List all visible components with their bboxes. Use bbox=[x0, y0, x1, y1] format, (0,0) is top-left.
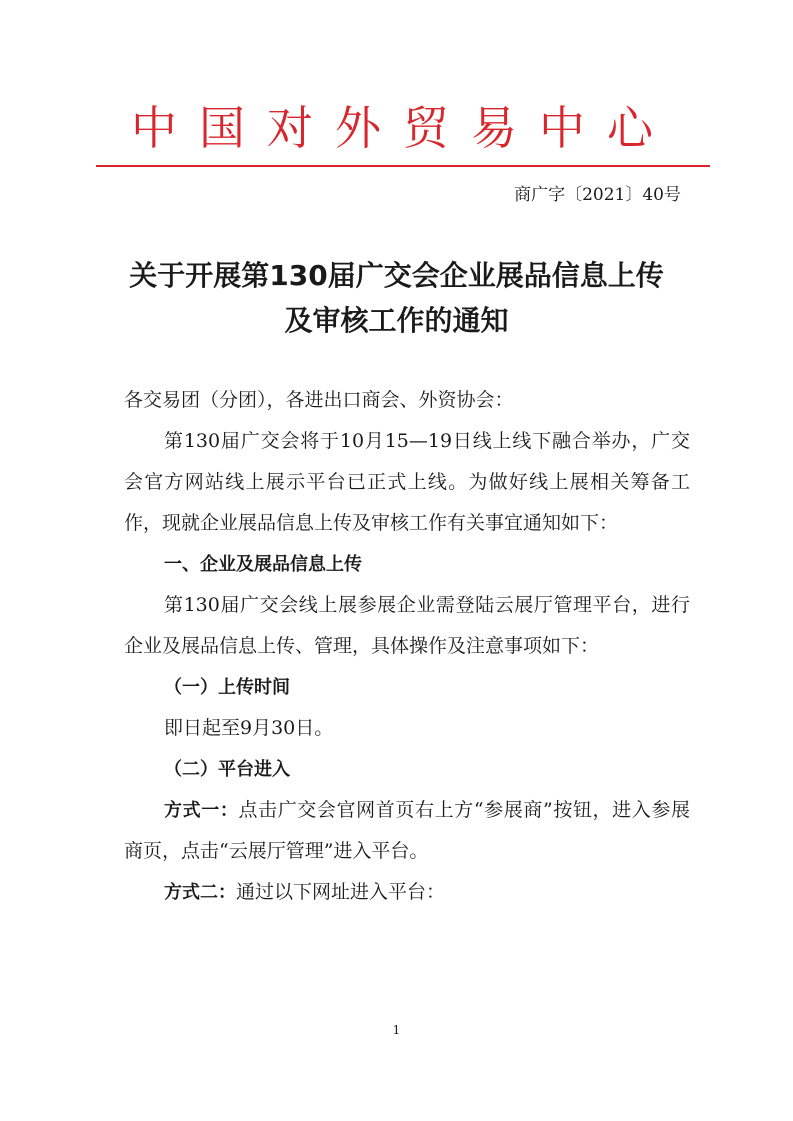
section-1-paragraph: 第130届广交会线上展参展企业需登陆云展厅管理平台，进行企业及展品信息上传、管理，具体操作及注意事项如下： bbox=[124, 594, 690, 657]
page-number: 1 bbox=[392, 1023, 401, 1037]
masthead-red-rule bbox=[96, 165, 710, 167]
document-title bbox=[80, 253, 713, 343]
salutation: 各交易团（分团），各进出口商会、外资协会： bbox=[124, 389, 514, 411]
subsection-1-heading: （一）上传时间 bbox=[164, 677, 290, 698]
method-1-paragraph bbox=[124, 790, 690, 872]
intro-paragraph: 第130届广交会将于10月15—19日线上线下融合举办，广交会官方网站线上展示平台已正式上线。为做好线上展相关筹备工作，现就企业展品信息上传及审核工作有关事宜通知如下： bbox=[124, 430, 690, 534]
method-2-lead: 方式二： bbox=[164, 882, 236, 903]
section-1-heading: 一、企业及展品信息上传 bbox=[164, 554, 362, 575]
subsection-2-heading: （二）平台进入 bbox=[164, 759, 290, 780]
document-body bbox=[124, 380, 690, 913]
method-2-text: 通过以下网址进入平台： bbox=[236, 881, 446, 903]
title-line-2: 及审核工作的通知 bbox=[284, 304, 509, 337]
method-1-lead: 方式一： bbox=[164, 800, 239, 821]
method-2-paragraph bbox=[124, 872, 690, 913]
document-number: 商广字〔2021〕40号 bbox=[514, 185, 681, 205]
title-line-1: 关于开展第130届广交会企业展品信息上传 bbox=[129, 259, 664, 292]
subsection-1-paragraph: 即日起至9月30日。 bbox=[164, 717, 334, 739]
method-1-text: 点击广交会官网首页右上方“参展商”按钮，进入参展商页，点击“云展厅管理”进入平台。 bbox=[124, 799, 691, 862]
masthead-org-name: 中国对外贸易中心 bbox=[131, 101, 675, 155]
